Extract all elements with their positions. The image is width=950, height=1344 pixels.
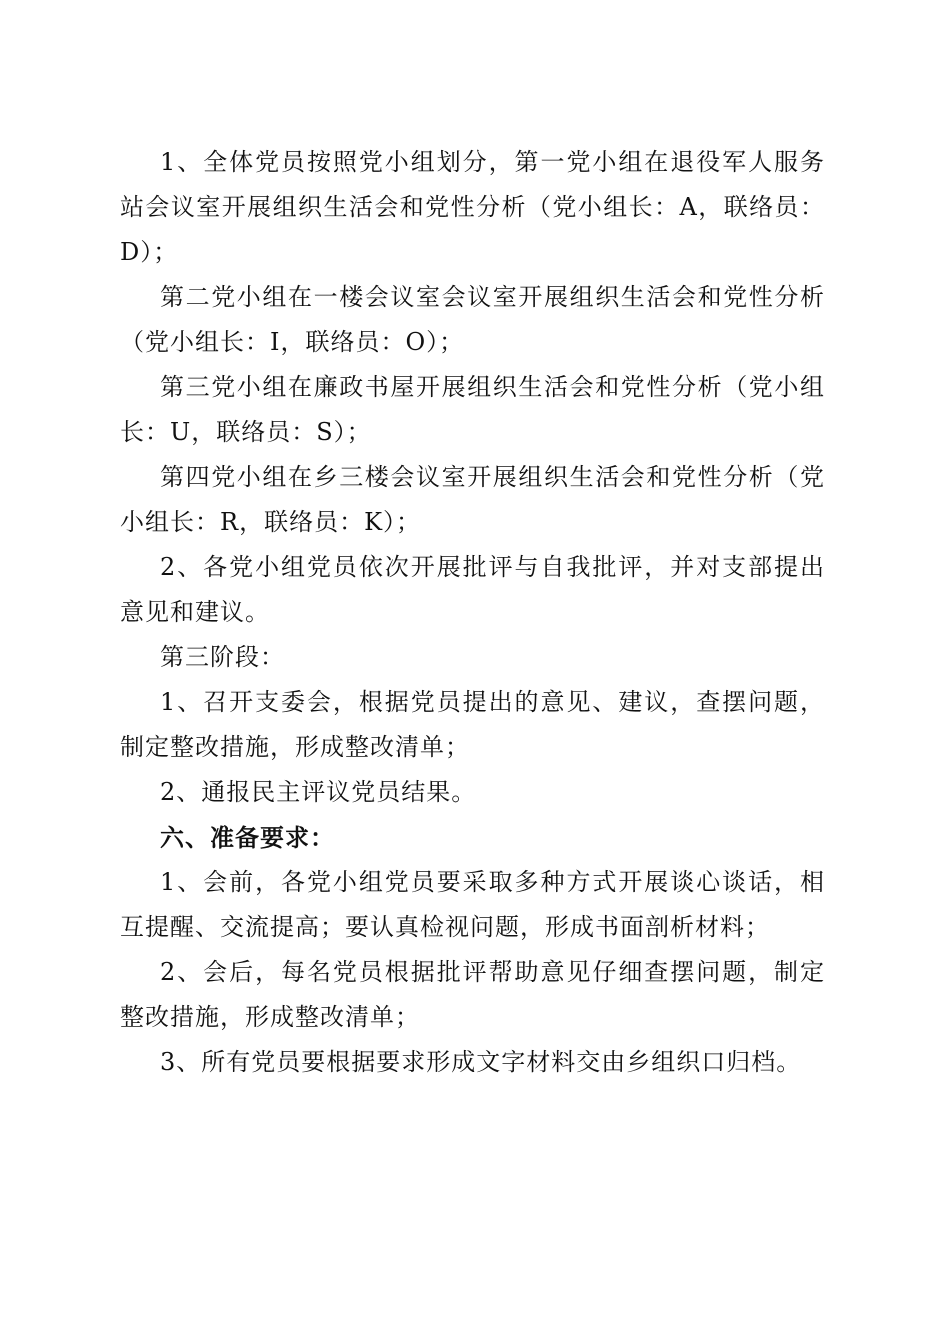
paragraph-archive: 3、所有党员要根据要求形成文字材料交由乡组织口归档。 <box>160 1048 802 1076</box>
paragraph-before-meeting: 1、会前，各党小组党员要采取多种方式开展谈心谈话，相互提醒、交流提高；要认真检视问题，形成书面剖析材料； <box>120 868 825 941</box>
paragraph-group-one: 1、全体党员按照党小组划分，第一党小组在退役军人服务站会议室开展组织生活会和党性分析（党小组长：A，联络员：D）； <box>120 148 825 266</box>
section-six-heading: 六、准备要求： <box>160 823 335 852</box>
document-body <box>120 140 825 1085</box>
paragraph-report-results: 2、通报民主评议党员结果。 <box>160 778 477 806</box>
paragraph-group-two: 第二党小组在一楼会议室会议室开展组织生活会和党性分析（党小组长：I，联络员：O）； <box>120 283 825 356</box>
paragraph-committee-meeting: 1、召开支委会，根据党员提出的意见、建议，查摆问题，制定整改措施，形成整改清单； <box>120 688 825 761</box>
stage-three-heading: 第三阶段： <box>160 643 285 671</box>
paragraph-criticism: 2、各党小组党员依次开展批评与自我批评，并对支部提出意见和建议。 <box>120 553 825 626</box>
paragraph-group-four: 第四党小组在乡三楼会议室开展组织生活会和党性分析（党小组长：R，联络员：K）； <box>120 463 825 536</box>
paragraph-after-meeting: 2、会后，每名党员根据批评帮助意见仔细查摆问题，制定整改措施，形成整改清单； <box>120 958 825 1031</box>
paragraph-group-three: 第三党小组在廉政书屋开展组织生活会和党性分析（党小组长：U，联络员：S）； <box>120 373 825 446</box>
